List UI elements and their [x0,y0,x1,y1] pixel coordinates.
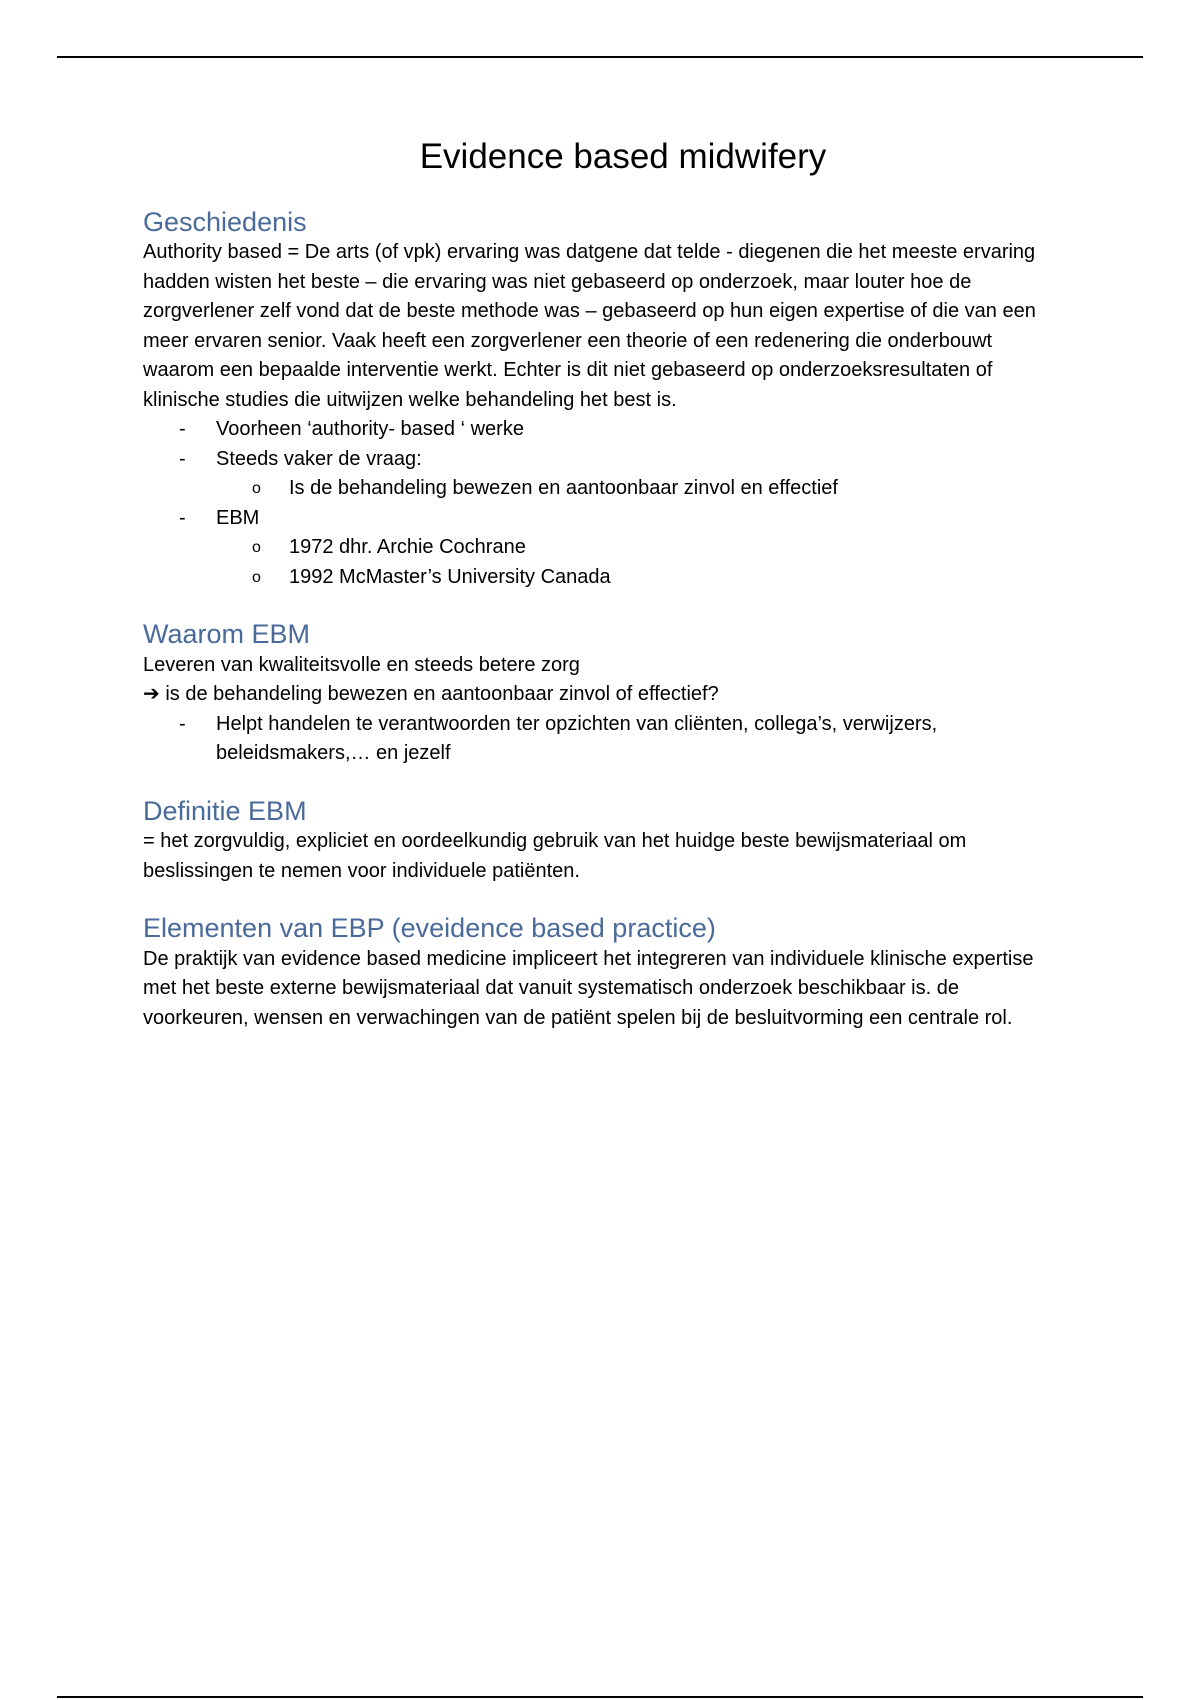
section-heading: Definitie EBM [143,795,307,826]
dash-bullet-icon: - [179,506,186,529]
dash-bullet-icon: - [179,447,186,470]
section-waarom-ebm [143,618,1063,768]
circle-bullet-icon: o [252,568,261,586]
bullet-list [143,710,1063,769]
arrow-line-text: is de behandeling bewezen en aantoonbaar zinvol of effectief? [165,683,719,706]
circle-bullet-icon: o [252,480,261,498]
list-item-text: Voorheen ‘authority- based ‘ werke [216,418,524,441]
header-rule [57,56,1143,58]
section-heading: Elementen van EBP (eveidence based practice) [143,913,716,944]
list-item-text: Steeds vaker de vraag: [216,447,422,470]
list-item [143,563,1063,593]
section-paragraph: Authority based = De arts (of vpk) ervaring was datgene dat telde - diegenen die het meeste ervaring hadden wisten het beste – die ervaring was niet gebaseerd op onderzoek, maar louter hoe de zorgverlener zelf vond dat de beste methode was – gebaseerd op hun eigen expertise of die van een meer ervaren senior. Vaak heeft een zorgverlener een theorie of een redenering die onderbouwt waarom een bepaalde interventie werkt. Echter is dit niet gebaseerd op onderzoeksresultaten of klinische studies die uitwijzen welke behandeling het best is. [143,241,1036,411]
list-item [143,474,1063,504]
dash-bullet-icon: - [179,712,186,735]
arrow-line [143,680,1063,710]
section-elementen-ebp [143,912,1063,1033]
list-item-text: 1972 dhr. Archie Cochrane [289,536,526,559]
document-body [143,136,1063,1059]
section-heading: Geschiedenis [143,207,307,237]
document-title: Evidence based midwifery [419,137,827,176]
section-paragraph: = het zorgvuldig, expliciet en oordeelkundig gebruik van het huidge beste bewijsmateriaal om beslissingen te nemen voor individuele patiënten. [143,830,967,882]
list-item [143,533,1063,563]
list-item [143,710,1063,769]
list-item [143,504,1063,534]
section-heading: Waarom EBM [143,619,311,650]
list-item [143,415,1063,445]
section-paragraph: Leveren van kwaliteitsvolle en steeds betere zorg [143,653,580,676]
list-item-text: Is de behandeling bewezen en aantoonbaar zinvol en effectief [289,477,838,500]
dash-bullet-icon: - [179,418,186,441]
list-item [143,445,1063,475]
section-definitie-ebm [143,795,1063,886]
list-item-text: 1992 McMaster’s University Canada [289,565,611,588]
circle-bullet-icon: o [252,539,261,557]
bullet-list [143,415,1063,592]
section-paragraph: De praktijk van evidence based medicine impliceert het integreren van individuele klinische expertise met het beste externe bewijsmateriaal dat vanuit systematisch onderzoek beschikbaar is. de voorkeuren, wensen en verwachingen van de patiënt spelen bij de besluitvorming een centrale rol. [143,947,1034,1029]
arrow-right-icon: ➔ [143,683,160,706]
footer-rule [57,1696,1143,1698]
section-geschiedenis [143,206,1063,592]
list-item-text: EBM [216,506,260,529]
list-item-text: Helpt handelen te verantwoorden ter opzichten van cliënten, collega’s, verwijzers, beleidsmakers,… en jezelf [216,712,938,765]
